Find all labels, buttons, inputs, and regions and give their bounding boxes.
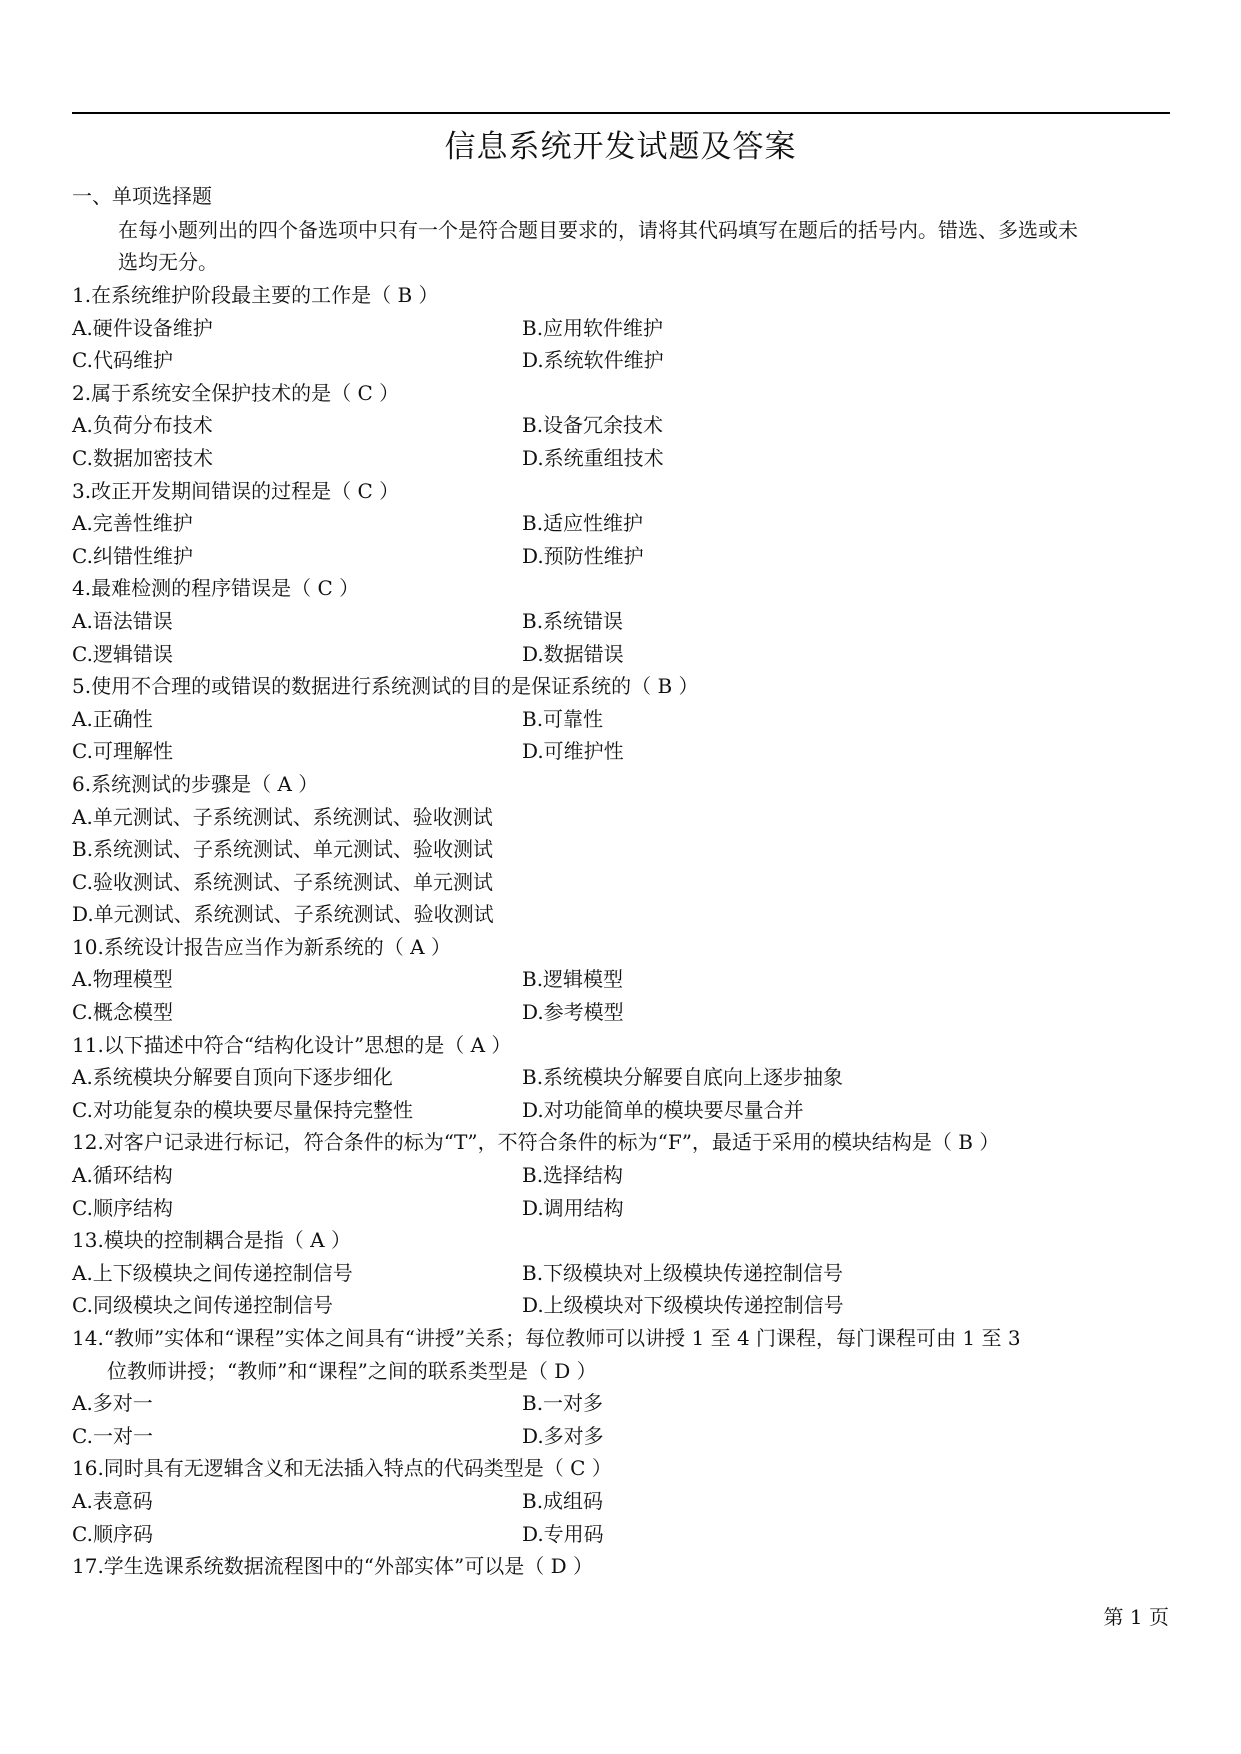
answer-option: D.数据错误 (522, 641, 624, 666)
answer-option: C.对功能复杂的模块要尽量保持完整性 (72, 1097, 413, 1122)
answer-option: C.概念模型 (72, 1000, 173, 1025)
answer-option: D.预防性维护 (522, 543, 644, 568)
question-item (72, 670, 1182, 768)
question-item (72, 1322, 1182, 1452)
answer-option: D.专用码 (522, 1521, 604, 1546)
question-item (72, 1126, 1182, 1224)
option-row (72, 344, 1182, 377)
answer-option: C.可理解性 (72, 739, 173, 764)
question-item (72, 475, 1182, 573)
answer-option: A.系统模块分解要自顶向下逐步细化 (72, 1065, 393, 1090)
answer-option: A.硬件设备维护 (72, 315, 213, 340)
question-item (72, 1029, 1182, 1127)
question-item (72, 572, 1182, 670)
answer-option: A.表意码 (72, 1488, 153, 1513)
question-stem: 17.学生选课系统数据流程图中的“外部实体”可以是（ D ） (72, 1554, 594, 1579)
instructions-line: 选均无分。 (118, 250, 218, 274)
question-stem: 6.系统测试的步骤是（ A ） (72, 771, 319, 796)
answer-option: B.一对多 (522, 1391, 604, 1416)
section-heading: 一、单项选择题 (72, 184, 212, 208)
answer-option: B.适应性维护 (522, 511, 644, 536)
question-item (72, 1550, 1182, 1583)
option-row (72, 1289, 1182, 1322)
option-row (72, 963, 1182, 996)
answer-option: B.成组码 (522, 1488, 604, 1513)
question-item (72, 1452, 1182, 1550)
option-row (72, 1387, 1182, 1420)
option-row (72, 801, 1182, 834)
answer-option: B.系统错误 (522, 608, 624, 633)
question-item (72, 1224, 1182, 1322)
answer-option: A.上下级模块之间传递控制信号 (72, 1260, 353, 1285)
option-row (72, 1420, 1182, 1453)
question-stem: 5.使用不合理的或错误的数据进行系统测试的目的是保证系统的（ B ） (72, 674, 699, 699)
option-row (72, 1257, 1182, 1290)
answer-option: D.单元测试、系统测试、子系统测试、验收测试 (72, 902, 494, 927)
option-row (72, 735, 1182, 768)
question-stem: 11.以下描述中符合“结构化设计”思想的是（ A ） (72, 1032, 512, 1057)
answer-option: A.多对一 (72, 1391, 153, 1416)
option-row (72, 1061, 1182, 1094)
answer-option: A.正确性 (72, 706, 153, 731)
question-item (72, 279, 1182, 377)
instructions-line: 在每小题列出的四个备选项中只有一个是符合题目要求的，请将其代码填写在题后的括号内。错选、多选或未 (118, 218, 1078, 242)
option-row (72, 1159, 1182, 1192)
answer-option: D.可维护性 (522, 739, 624, 764)
answer-option: C.顺序结构 (72, 1195, 173, 1220)
answer-option: B.设备冗余技术 (522, 413, 664, 438)
option-row (72, 898, 1182, 931)
document-title: 信息系统开发试题及答案 (444, 129, 797, 165)
question-stem: 2.属于系统安全保护技术的是（ C ） (72, 380, 400, 405)
answer-option: B.可靠性 (522, 706, 604, 731)
option-row (72, 638, 1182, 671)
answer-option: C.验收测试、系统测试、子系统测试、单元测试 (72, 869, 493, 894)
option-row (72, 833, 1182, 866)
answer-option: A.循环结构 (72, 1163, 173, 1188)
answer-option: D.调用结构 (522, 1195, 624, 1220)
option-row (72, 442, 1182, 475)
option-row (72, 1485, 1182, 1518)
option-row (72, 605, 1182, 638)
question-stem: 10.系统设计报告应当作为新系统的（ A ） (72, 934, 451, 959)
instructions (118, 214, 1180, 278)
answer-option: D.系统软件维护 (522, 348, 664, 373)
answer-option: D.多对多 (522, 1423, 604, 1448)
answer-option: C.逻辑错误 (72, 641, 173, 666)
question-stem: 3.改正开发期间错误的过程是（ C ） (72, 478, 400, 503)
answer-option: B.应用软件维护 (522, 315, 664, 340)
answer-option: D.系统重组技术 (522, 445, 664, 470)
question-item (72, 768, 1182, 931)
question-stem: 14.“教师”实体和“课程”实体之间具有“讲授”关系；每位教师可以讲授 1 至 4 门课程，每门课程可由 1 至 3 (72, 1326, 1021, 1350)
top-rule (72, 112, 1170, 114)
question-stem: 13.模块的控制耦合是指（ A ） (72, 1228, 351, 1253)
option-row (72, 409, 1182, 442)
answer-option: B.选择结构 (522, 1163, 624, 1188)
option-row (72, 1094, 1182, 1127)
answer-option: C.纠错性维护 (72, 543, 193, 568)
answer-option: C.数据加密技术 (72, 445, 213, 470)
question-list (72, 279, 1182, 1583)
answer-option: C.顺序码 (72, 1521, 153, 1546)
question-stem: 16.同时具有无逻辑含义和无法插入特点的代码类型是（ C ） (72, 1456, 612, 1481)
option-row (72, 996, 1182, 1029)
option-row (72, 703, 1182, 736)
answer-option: C.代码维护 (72, 348, 173, 373)
question-stem: 12.对客户记录进行标记，符合条件的标为“T”，不符合条件的标为“F”，最适于采用的模块结构是（ B ） (72, 1130, 1000, 1155)
answer-option: B.逻辑模型 (522, 967, 624, 992)
option-row (72, 1518, 1182, 1551)
option-row (72, 1192, 1182, 1225)
option-row (72, 507, 1182, 540)
question-item (72, 931, 1182, 1029)
answer-option: D.参考模型 (522, 1000, 624, 1025)
question-stem: 4.最难检测的程序错误是（ C ） (72, 576, 360, 601)
answer-option: A.单元测试、子系统测试、系统测试、验收测试 (72, 804, 493, 829)
page-number: 第 1 页 (1103, 1605, 1169, 1629)
answer-option: C.同级模块之间传递控制信号 (72, 1293, 333, 1318)
answer-option: D.上级模块对下级模块传递控制信号 (522, 1293, 844, 1318)
answer-option: A.完善性维护 (72, 511, 193, 536)
option-row (72, 312, 1182, 345)
option-row (72, 866, 1182, 899)
answer-option: A.语法错误 (72, 608, 173, 633)
answer-option: B.系统模块分解要自底向上逐步抽象 (522, 1065, 844, 1090)
answer-option: B.系统测试、子系统测试、单元测试、验收测试 (72, 837, 494, 862)
question-item (72, 377, 1182, 475)
answer-option: A.物理模型 (72, 967, 173, 992)
answer-option: C.一对一 (72, 1423, 153, 1448)
answer-option: B.下级模块对上级模块传递控制信号 (522, 1260, 844, 1285)
option-row (72, 540, 1182, 573)
answer-option: A.负荷分布技术 (72, 413, 213, 438)
question-stem: 位教师讲授；“教师”和“课程”之间的联系类型是（ D ） (107, 1358, 597, 1383)
question-stem: 1.在系统维护阶段最主要的工作是（ B ） (72, 283, 439, 307)
answer-option: D.对功能简单的模块要尽量合并 (522, 1097, 804, 1122)
